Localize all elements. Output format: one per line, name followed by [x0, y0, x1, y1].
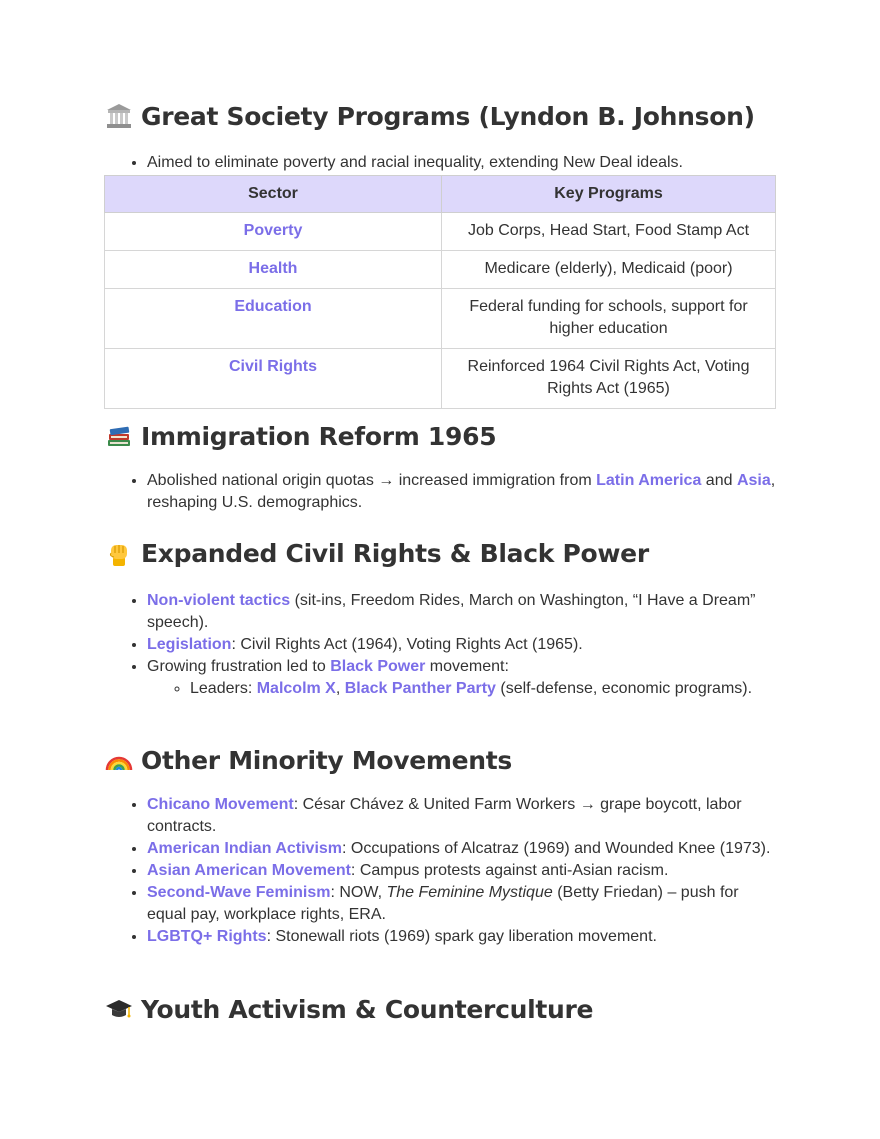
programs-cell: Job Corps, Head Start, Food Stamp Act — [442, 213, 776, 251]
highlight: Latin America — [596, 472, 702, 489]
text: : César Chávez & United Farm Workers → grape boycott, labor contracts. — [147, 796, 742, 835]
list-item — [147, 470, 776, 514]
section-title: Other Minority Movements — [141, 745, 512, 775]
text: Leaders: — [190, 680, 257, 697]
sector-cell: Health — [105, 251, 442, 289]
list-item: • Aimed to eliminate poverty and racial inequality, extending New Deal ideals. — [147, 152, 683, 174]
highlight: Second-Wave Feminism — [147, 884, 331, 901]
text: : NOW, — [330, 884, 387, 901]
rainbow-icon — [104, 745, 134, 775]
list-item — [147, 634, 776, 656]
programs-cell: Medicare (elderly), Medicaid (poor) — [442, 251, 776, 289]
books-icon — [104, 421, 134, 451]
list-item — [147, 926, 776, 948]
section-heading-immigration — [104, 421, 496, 451]
sub-list — [147, 678, 776, 700]
list-item — [147, 838, 776, 860]
classical-building-icon — [104, 101, 134, 131]
text: Growing frustration led to — [147, 658, 331, 675]
programs-cell: Federal funding for schools, support for higher education — [442, 289, 776, 349]
list-item — [147, 656, 776, 700]
programs-table — [104, 175, 776, 409]
section-heading-great-society — [104, 101, 755, 131]
sector-cell: Civil Rights — [105, 349, 442, 409]
bullet-list — [104, 470, 776, 514]
table-row — [105, 289, 776, 349]
text: : Stonewall riots (1969) spark gay liberation movement. — [266, 928, 657, 945]
text: (sit-ins, Freedom Rides, March on Washington, “I Have a Dream” speech). — [147, 592, 756, 631]
text: and — [701, 472, 737, 489]
section-heading-civil-rights — [104, 538, 649, 568]
column-header-sector: Sector — [105, 176, 442, 213]
text: , reshaping U.S. demographics. — [147, 472, 776, 511]
section-title: Youth Activism & Counterculture — [141, 994, 594, 1024]
text: (self-defense, economic programs). — [495, 680, 753, 697]
graduation-cap-icon — [104, 994, 134, 1024]
highlight: Non-violent tactics — [147, 592, 291, 609]
table-row — [105, 349, 776, 409]
programs-cell: Reinforced 1964 Civil Rights Act, Voting Rights Act (1965) — [442, 349, 776, 409]
table-header-row — [105, 176, 776, 213]
highlight: Legislation — [147, 636, 232, 653]
highlight: American Indian Activism — [147, 840, 343, 857]
text: : Campus protests against anti-Asian racism. — [350, 862, 669, 879]
table-row — [105, 251, 776, 289]
text: , — [335, 680, 345, 697]
list-item — [147, 794, 776, 838]
section-title: Great Society Programs (Lyndon B. Johnson) — [141, 101, 755, 131]
bullet-list — [104, 152, 683, 174]
section-title: Expanded Civil Rights & Black Power — [141, 538, 649, 568]
column-header-key-programs: Key Programs — [442, 176, 776, 213]
list-item — [147, 590, 776, 634]
text: (Betty Friedan) – push for equal pay, workplace rights, ERA. — [147, 884, 739, 923]
sector-cell: Education — [105, 289, 442, 349]
list-item — [190, 678, 776, 700]
text: : Occupations of Alcatraz (1969) and Wounded Knee (1973). — [342, 840, 771, 857]
table-row — [105, 213, 776, 251]
book-title: The Feminine Mystique — [386, 884, 553, 901]
raised-fist-icon — [104, 538, 134, 568]
highlight: Black Power — [330, 658, 426, 675]
list-item — [147, 860, 776, 882]
highlight: LGBTQ+ Rights — [147, 928, 267, 945]
list-item — [147, 882, 776, 926]
section-heading-youth-activism — [104, 994, 593, 1024]
text: movement: — [425, 658, 509, 675]
section-title: Immigration Reform 1965 — [141, 421, 497, 451]
bullet-list — [104, 794, 776, 948]
text: : Civil Rights Act (1964), Voting Rights Act (1965). — [231, 636, 583, 653]
highlight: Malcolm X — [256, 680, 336, 697]
bullet-list — [104, 590, 776, 700]
highlight: Chicano Movement — [147, 796, 294, 813]
highlight: Asia — [736, 472, 771, 489]
sector-cell: Poverty — [105, 213, 442, 251]
section-heading-minority-movements — [104, 745, 512, 775]
text: Abolished national origin quotas → increased immigration from — [147, 472, 597, 489]
highlight: Asian American Movement — [147, 862, 351, 879]
highlight: Black Panther Party — [344, 680, 496, 697]
